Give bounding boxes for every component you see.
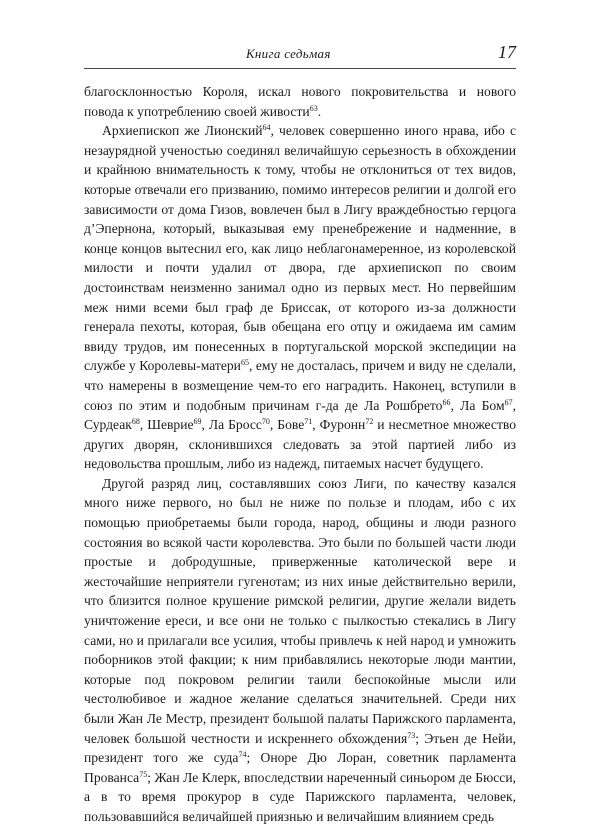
footnote-marker: 73 xyxy=(407,730,416,740)
footnote-marker: 64 xyxy=(262,123,271,133)
paragraph xyxy=(84,82,516,121)
footnote-marker: 74 xyxy=(238,750,247,760)
text-segment: , ему не досталась, причем и виду не сделали, что намерены в возмещение чем-то его наградить. Наконец, вступили в союз по этим и подобным причинам г-да де Ла Рошбрето xyxy=(84,358,516,413)
text-segment: , Бове xyxy=(269,417,305,433)
footnote-marker: 75 xyxy=(139,769,148,779)
footnote-marker: 63 xyxy=(309,103,318,113)
text-segment: . xyxy=(317,103,322,119)
text-segment: ; Оноре Дю Лоран, советник парламента Прованса xyxy=(84,750,516,785)
text-segment: ; Этьен де Нейи, президент того же суда xyxy=(84,730,516,766)
text-segment: Другой разряд лиц, составлявших союз Лиги, по качеству казался много ниже первого, но был не ниже по пользе и плодам, ибо с их помощью приобретаемы были города, народ, общины и люди разного состояния во всякой части королевства. Это были по большей части люди простые и добродушные, приверженные католической вере и жесточайшие неприятели гугенотам; из них иные действительно верили, что близится полное крушение римской религии, другие желали видеть уничтожение ереси, и все они не только с пылкостью стекались в Лигу сами, но и прилагали все усилия, чтобы привлечь к ней народ и умножить поборников этой факции; к ним прибавлялись некоторые люди мантии, которые под покровом религии таили беспокойные мысли или честолюбивое и жадное желание сделаться значительней. Среди них были Жан Ле Местр, президент большой палаты Парижского парламента, человек большой честности и искреннего обхождения xyxy=(84,475,516,746)
footnote-marker: 71 xyxy=(304,417,313,427)
paragraph xyxy=(84,121,516,474)
text-segment: , Сурдеак xyxy=(84,397,516,433)
text-segment: и несметное множество других дворян, склонившихся следовать за этой партией либо из недовольства прошлым, либо из надежд, питаемых насчет будущего. xyxy=(84,417,517,472)
footnote-marker: 67 xyxy=(504,397,513,407)
page-number: 17 xyxy=(498,42,516,62)
paragraph xyxy=(84,474,516,827)
text-segment: ; Жан Ле Клерк, впоследствии нареченный синьором де Бюсси, а в то время прокурор в суде Парижского парламента, человек, пользовавшийся величайшей приязнью и величайшим влиянием средь xyxy=(84,769,516,824)
body-text xyxy=(84,82,516,827)
footnote-marker: 70 xyxy=(261,417,270,427)
text-segment: , Фуронн xyxy=(312,417,366,433)
footnote-marker: 69 xyxy=(193,417,202,427)
text-segment: , Шеврие xyxy=(139,417,194,433)
footnote-marker: 66 xyxy=(442,397,451,407)
text-segment: благосклонностью Короля, искал нового покровительства и нового повода к употреблению своей живости xyxy=(84,84,516,119)
footnote-marker: 68 xyxy=(131,417,140,427)
text-segment: , Ла Бросс xyxy=(201,417,262,433)
running-header xyxy=(84,42,516,69)
footnote-marker: 72 xyxy=(365,417,374,427)
text-segment: , человек совершенно иного нрава, ибо с незаурядной ученостью соединял величайшую серьезность в обхождении и крайнюю внимательность к тому, чтобы не отклониться от тех видов, которые отвечали его призванию, помимо интересов религии и долгой его зависимости от дома Гизов, вовлечен был в Лигу враждебностью герцога д’Эпернона, который, выказывая ему пренебрежение и надменние, в конце концов вытеснил его, как лицо неблагонамеренное, из королевской милости и почти удалил от двора, где архиепископ по своим достоинствам неизменно занимал одно из первых мест. Но первейшим меж ними всеми был граф де Бриссак, от которого из-за должности генерала пехоты, которая, быв обещана его отцу и ожидаема им самим ввиду трудов, им понесенных в португальской морской экспедиции на службе у Королевы-матери xyxy=(84,123,516,374)
text-segment: Архиепископ же Лионский xyxy=(102,123,263,139)
footnote-marker: 65 xyxy=(240,358,249,368)
running-title: Книга седьмая xyxy=(246,46,331,61)
text-segment: , Ла Бом xyxy=(450,397,505,413)
